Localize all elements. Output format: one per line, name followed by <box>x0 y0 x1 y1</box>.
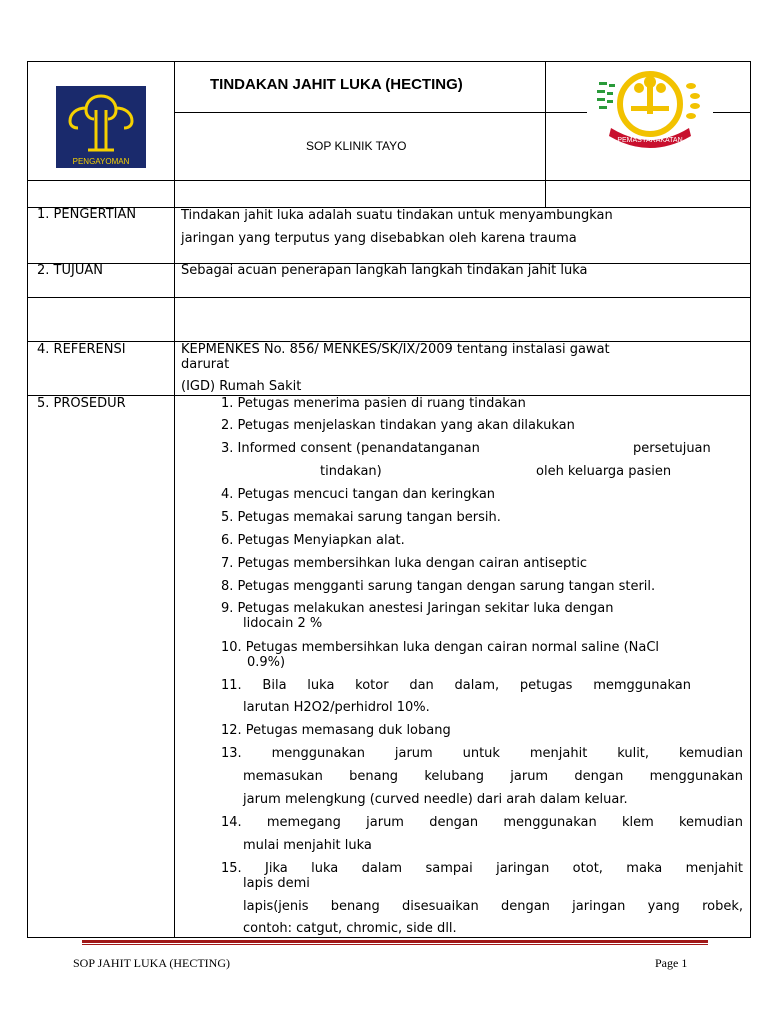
step-1: 1. Petugas menerima pasien di ruang tindakan <box>221 396 526 411</box>
step-3-part-d: oleh keluarga pasien <box>536 464 672 479</box>
step-2: 2. Petugas menjelaskan tindakan yang akan dilakukan <box>221 418 575 433</box>
divider-col-label <box>174 61 175 938</box>
step-12: 12. Petugas memasang duk lobang <box>221 723 451 738</box>
pengayoman-logo <box>56 86 146 168</box>
step-15-line-2: lapis demi <box>243 876 310 891</box>
label-referensi: 4. REFERENSI <box>37 342 126 357</box>
label-prosedur: 5. PROSEDUR <box>37 396 126 411</box>
step-15-line-1: 15. Jika luka dalam sampai jaringan otot, maka menjahit <box>221 861 743 876</box>
footer-page-number: Page 1 <box>655 956 688 970</box>
pengertian-line-2: jaringan yang terputus yang disebabkan oleh karena trauma <box>181 231 577 246</box>
step-13-line-1: 13. menggunakan jarum untuk menjahit kulit, kemudian <box>221 746 743 761</box>
referensi-line-3: (IGD) Rumah Sakit <box>181 379 302 394</box>
logo-left-caption: PENGAYOMAN <box>72 157 130 166</box>
divider-col-logo-right <box>545 61 546 207</box>
step-13-line-3: jarum melengkung (curved needle) dari arah dalam keluar. <box>243 792 628 807</box>
step-3-part-b: persetujuan <box>633 441 711 456</box>
referensi-line-2: darurat <box>181 357 230 372</box>
label-pengertian: 1. PENGERTIAN <box>37 207 137 222</box>
step-6: 6. Petugas Menyiapkan alat. <box>221 533 405 548</box>
step-13-line-2: memasukan benang kelubang jarum dengan menggunakan <box>243 769 743 784</box>
step-8: 8. Petugas mengganti sarung tangan dengan sarung tangan steril. <box>221 579 656 594</box>
footer-rule <box>82 940 708 943</box>
step-15-line-3: lapis(jenis benang disesuaikan dengan jaringan yang robek, <box>243 899 743 914</box>
pengertian-line-1: Tindakan jahit luka adalah suatu tindakan untuk menyambungkan <box>181 208 613 223</box>
logo-right-caption: PEMASYARAKATAN <box>617 137 683 144</box>
step-15-line-4: contoh: catgut, chromic, side dll. <box>243 921 457 936</box>
footer-rule-thin <box>82 944 708 945</box>
step-14-line-1: 14. memegang jarum dengan menggunakan klem kemudian <box>221 815 743 830</box>
step-5: 5. Petugas memakai sarung tangan bersih. <box>221 510 501 525</box>
step-9-line-1: 9. Petugas melakukan anestesi Jaringan sekitar luka dengan <box>221 601 614 616</box>
step-11-line-2: larutan H2O2/perhidrol 10%. <box>243 700 430 715</box>
step-4: 4. Petugas mencuci tangan dan keringkan <box>221 487 496 502</box>
step-9-line-2: lidocain 2 % <box>243 616 323 631</box>
step-3-part-c: tindakan) <box>320 464 382 479</box>
pemasyarakatan-logo <box>587 62 713 154</box>
step-10-line-1: 10. Petugas membersihkan luka dengan cairan normal saline (NaCl <box>221 640 660 655</box>
step-14-line-2: mulai menjahit luka <box>243 838 372 853</box>
referensi-line-1: KEPMENKES No. 856/ MENKES/SK/IX/2009 tentang instalasi gawat <box>181 342 610 357</box>
step-10-line-2: 0.9%) <box>247 655 286 670</box>
step-3-part-a: 3. Informed consent (penandatanganan <box>221 441 480 456</box>
step-7: 7. Petugas membersihkan luka dengan cairan antiseptic <box>221 556 588 571</box>
tujuan-text: Sebagai acuan penerapan langkah langkah tindakan jahit luka <box>181 263 588 278</box>
document-title: TINDAKAN JAHIT LUKA (HECTING) <box>210 76 463 93</box>
footer-document-name: SOP JAHIT LUKA (HECTING) <box>73 956 230 970</box>
step-11-line-1: 11. Bila luka kotor dan dalam, petugas memggunakan <box>221 678 691 693</box>
label-tujuan: 2. TUJUAN <box>37 263 103 278</box>
document-subtitle: SOP KLINIK TAYO <box>306 139 407 153</box>
divider-header-end <box>27 180 751 181</box>
divider-tujuan <box>27 297 751 298</box>
